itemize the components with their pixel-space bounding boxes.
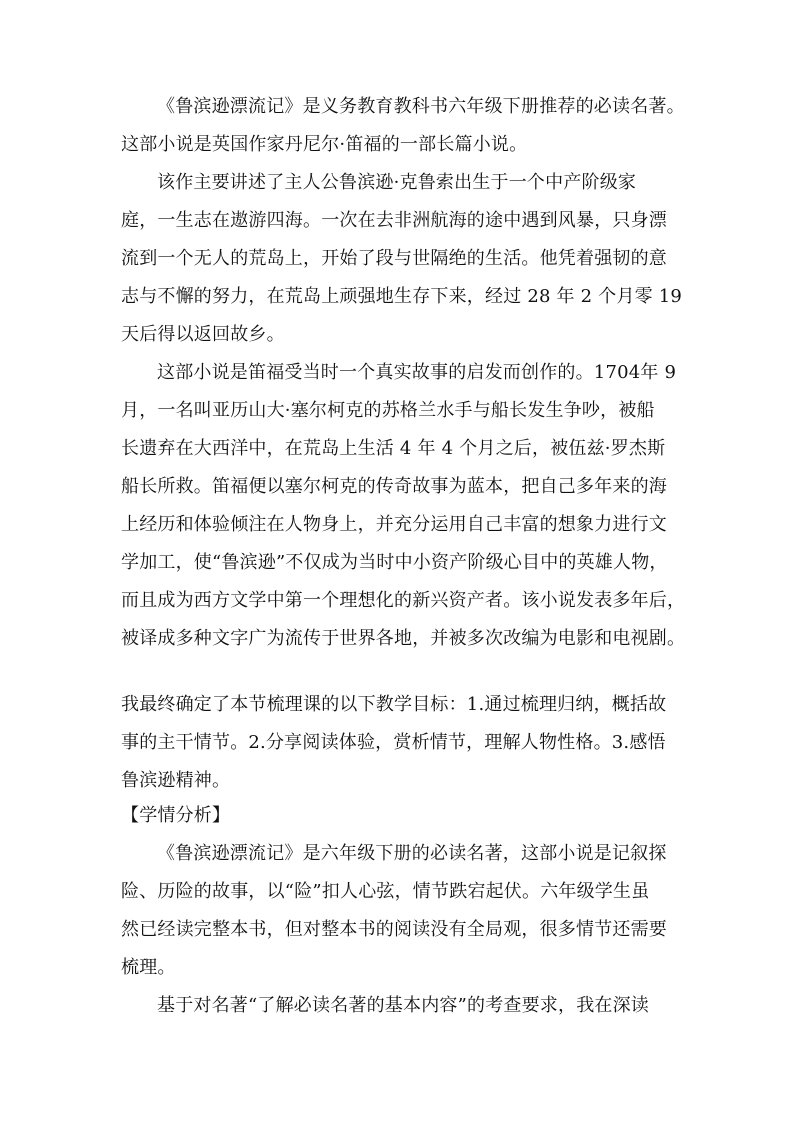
paragraph-line: 这部小说是英国作家丹尼尔·笛福的一部长篇小说。: [121, 134, 528, 155]
paragraph-line: 《鲁滨逊漂流记》是六年级下册的必读名著，这部小说是记叙探: [157, 843, 667, 864]
paragraph-line: 学加工，使“鲁滨逊”不仅成为当时中小资产阶级心目中的英雄人物，: [121, 552, 668, 573]
section-heading: 【学情分析】: [121, 805, 231, 826]
paragraph-line: 庭，一生志在遨游四海。一次在去非洲航海的途中遇到风暴，只身漂: [121, 210, 667, 231]
paragraph-line: 基于对名著“了解必读名著的基本内容”的考查要求，我在深读: [157, 995, 650, 1016]
paragraph-line: 我最终确定了本节梳理课的以下教学目标：1.通过梳理归纳，概括故: [121, 694, 667, 715]
paragraph-line: 然已经读完整本书，但对整本书的阅读没有全局观，很多情节还需要: [121, 919, 667, 940]
paragraph-line: 上经历和体验倾注在人物身上，并充分运用自己丰富的想象力进行文: [121, 514, 667, 535]
paragraph-line: 该作主要讲述了主人公鲁滨逊·克鲁索出生于一个中产阶级家: [157, 172, 637, 193]
paragraph-line: 流到一个无人的荒岛上，开始了段与世隔绝的生活。他凭着强韧的意: [121, 248, 667, 269]
paragraph-line: 鲁滨逊精神。: [121, 770, 231, 791]
paragraph-line: 事的主干情节。2.分享阅读体验，赏析情节，理解人物性格。3.感悟: [121, 732, 666, 753]
paragraph-line: 月，一名叫亚历山大·塞尔柯克的苏格兰水手与船长发生争吵，被船: [121, 400, 655, 421]
paragraph-line: 而且成为西方文学中第一个理想化的新兴资产者。该小说发表多年后，: [121, 590, 686, 611]
paragraph-line: 长遗弃在大西洋中，在荒岛上生活 4 年 4 个月之后，被伍兹·罗杰斯: [121, 438, 666, 459]
paragraph-line: 这部小说是笛福受当时一个真实故事的启发而创作的。1704年 9: [157, 362, 677, 383]
paragraph-line: 《鲁滨逊漂流记》是义务教育教科书六年级下册推荐的必读名著。: [157, 96, 685, 117]
paragraph-line: 梳理。: [121, 957, 176, 978]
paragraph-line: 船长所救。笛福便以塞尔柯克的传奇故事为蓝本，把自己多年来的海: [121, 476, 667, 497]
paragraph-line: 天后得以返回故乡。: [121, 324, 285, 345]
paragraph-line: 被译成多种文字广为流传于世界各地，并被多次改编为电影和电视剧。: [121, 628, 686, 649]
paragraph-line: 险、历险的故事，以“险”扣人心弦，情节跌宕起伏。六年级学生虽: [121, 881, 650, 902]
paragraph-line: 志与不懈的努力，在荒岛上顽强地生存下来，经过 28 年 2 个月零 19: [121, 286, 683, 307]
